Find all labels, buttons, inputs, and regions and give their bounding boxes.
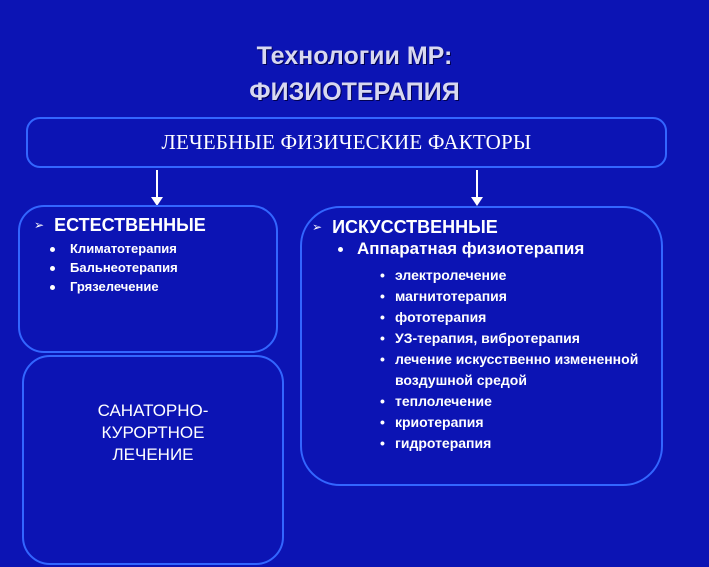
bullet-dot-icon [50, 247, 55, 252]
slide-title-line-2: ФИЗИОТЕРАПИЯ [249, 78, 460, 106]
arrow-bullet-icon: ➢ [34, 218, 45, 232]
artificial-list [380, 265, 655, 454]
list-item: • лечение искусственно измененной воздушной средой [380, 349, 655, 391]
bullet-dot-icon [338, 247, 343, 252]
slide-title-line-1: Технологии МР: [256, 42, 453, 70]
sanatorium-treatment-label: САНАТОРНО- КУРОРТНОЕ ЛЕЧЕНИЕ [97, 401, 209, 464]
list-item: Грязелечение [50, 277, 178, 296]
natural-list [50, 239, 178, 296]
arrow-down-natural [156, 170, 158, 198]
artificial-heading [312, 217, 498, 238]
artificial-subheading [338, 239, 584, 259]
list-item: • фототерапия [380, 307, 655, 328]
list-item: • УЗ-терапия, вибротерапия [380, 328, 655, 349]
artificial-factors-box [300, 206, 663, 486]
artificial-heading-label: ИСКУССТВЕННЫЕ [332, 217, 498, 237]
natural-heading [34, 215, 206, 236]
bullet-dot-icon [50, 285, 55, 290]
natural-heading-label: ЕСТЕСТВЕННЫЕ [54, 215, 206, 235]
arrow-bullet-icon: ➢ [312, 220, 323, 234]
list-item: • электролечение [380, 265, 655, 286]
list-item: • магнитотерапия [380, 286, 655, 307]
list-item: • криотерапия [380, 412, 655, 433]
artificial-subheading-label: Аппаратная физиотерапия [357, 239, 585, 258]
list-item: Климатотерапия [50, 239, 178, 258]
list-item: Бальнеотерапия [50, 258, 178, 277]
bullet-dot-icon [50, 266, 55, 271]
natural-factors-box [18, 205, 278, 353]
list-item: • гидротерапия [380, 433, 655, 454]
physical-factors-label: ЛЕЧЕБНЫЕ ФИЗИЧЕСКИЕ ФАКТОРЫ [161, 130, 532, 154]
arrow-down-artificial [476, 170, 478, 198]
physical-factors-box [26, 117, 667, 168]
list-item: • теплолечение [380, 391, 655, 412]
sanatorium-treatment-box [22, 355, 284, 565]
